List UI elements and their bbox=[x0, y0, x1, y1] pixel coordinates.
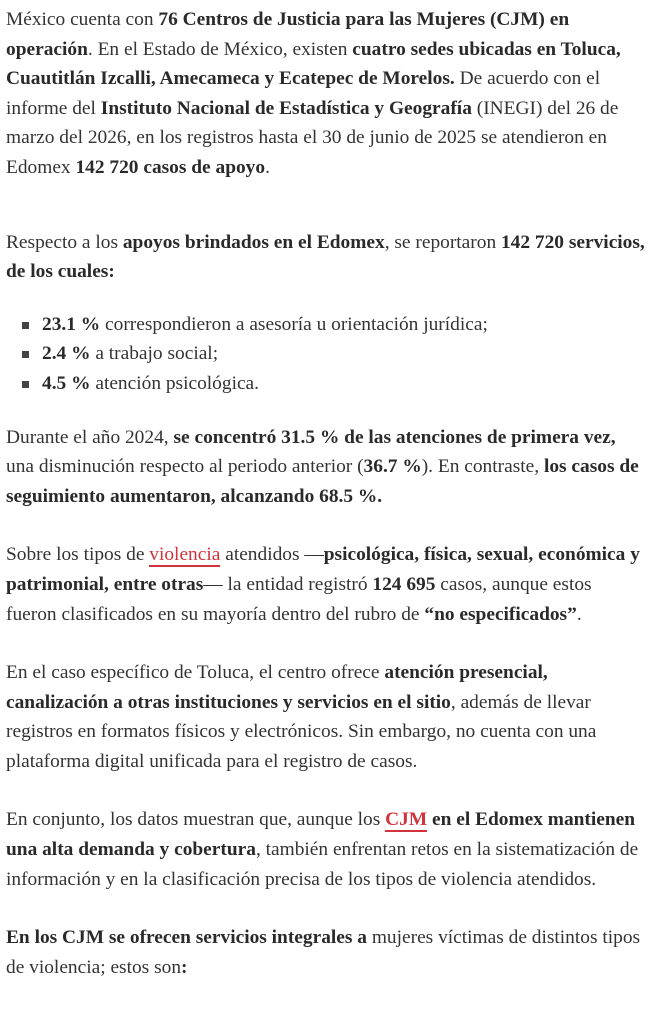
text: Sobre los tipos de bbox=[6, 544, 150, 566]
text: ). En contraste, bbox=[421, 456, 544, 478]
text: atendidos — bbox=[220, 544, 324, 566]
list-item-value: 23.1 % bbox=[42, 313, 101, 335]
paragraph-apoyos bbox=[6, 228, 646, 287]
paragraph-toluca bbox=[6, 658, 646, 776]
bold-text: 76 Centros de Justicia para las Mujeres (CJM) en operación bbox=[6, 9, 570, 60]
paragraph-violence-types bbox=[6, 540, 646, 629]
bold-text: cuatro sedes ubicadas en Toluca, Cuautitlán Izcalli, Amecameca y Ecatepec de Morelos. bbox=[6, 38, 621, 90]
list-item-text: a trabajo social; bbox=[90, 343, 219, 365]
square-bullet-icon bbox=[22, 322, 29, 329]
bold-text: se concentró 31.5 % de las atenciones de primera vez, bbox=[173, 426, 616, 448]
bold-text: 142 720 servicios, de los cuales: bbox=[6, 231, 645, 283]
text: , se reportaron bbox=[384, 231, 501, 253]
text: De acuerdo con el informe del bbox=[6, 68, 601, 119]
list-item bbox=[22, 369, 646, 399]
text: , además de llevar registros en formatos físicos y electrónicos. Sin embargo, no cuenta con una plataforma digital unificada para el registro de casos. bbox=[6, 691, 597, 772]
text: casos, aunque estos fueron clasificados en su mayoría dentro del rubro de bbox=[6, 573, 592, 625]
bold-text: 124 695 bbox=[372, 573, 436, 595]
bold-text: 142 720 casos de apoyo bbox=[75, 156, 266, 178]
bold-text: los casos de seguimiento aumentaron, alcanzando 68.5 %. bbox=[6, 456, 639, 507]
square-bullet-icon bbox=[22, 381, 29, 388]
text: México cuenta con bbox=[6, 9, 159, 30]
text: — la entidad registró bbox=[203, 573, 373, 595]
bold-text: Instituto Nacional de Estadística y Geografía bbox=[100, 97, 472, 119]
paragraph-2024-attention bbox=[6, 423, 646, 512]
bold-text: 36.7 % bbox=[363, 456, 422, 478]
paragraph-conclusion bbox=[6, 805, 646, 894]
bold-text: : bbox=[181, 956, 188, 978]
text: En conjunto, los datos muestran que, aunque los bbox=[6, 809, 386, 831]
cjm-link[interactable]: CJM bbox=[385, 809, 428, 831]
violencia-link[interactable]: violencia bbox=[149, 544, 221, 566]
bold-text: En los CJM se ofrecen servicios integrales a bbox=[6, 927, 367, 949]
bold-text: “no especificados” bbox=[424, 603, 577, 625]
list-item-text: correspondieron a asesoría u orientación jurídica; bbox=[100, 313, 488, 335]
bold-text: apoyos brindados en el Edomex bbox=[122, 231, 385, 253]
list-item-value: 2.4 % bbox=[42, 343, 91, 365]
list-item bbox=[22, 310, 646, 340]
text: (INEGI) del 26 de marzo del 2026, en los registros hasta el 30 de junio de 2025 se atendieron en Edomex bbox=[6, 97, 619, 178]
text: mujeres víctimas de distintos tipos de violencia; estos son bbox=[6, 927, 641, 978]
bold-text: psicológica, física, sexual, económica y patrimonial, entre otras bbox=[6, 544, 640, 595]
text: , también enfrentan retos en la sistematización de información y en la clasificación precisa de los tipos de violencia atendidos. bbox=[6, 839, 639, 890]
square-bullet-icon bbox=[22, 351, 29, 358]
list-item-value: 4.5 % bbox=[42, 372, 91, 394]
text: . bbox=[265, 156, 270, 178]
text: En el caso específico de Toluca, el centro ofrece bbox=[6, 662, 385, 684]
services-breakdown-list bbox=[6, 310, 646, 399]
list-item bbox=[22, 339, 646, 369]
text: . En el Estado de México, existen bbox=[87, 38, 353, 60]
text: una disminución respecto al periodo anterior ( bbox=[6, 456, 364, 478]
paragraph-cjm-overview bbox=[6, 5, 646, 183]
text: Durante el año 2024, bbox=[6, 426, 174, 448]
text: Respecto a los bbox=[6, 231, 123, 253]
bold-text: atención presencial, canalización a otras instituciones y servicios en el sitio bbox=[6, 662, 548, 713]
bold-text: en el Edomex mantienen una alta demanda y cobertura bbox=[6, 809, 636, 861]
paragraph-services-intro bbox=[6, 923, 646, 982]
text: . bbox=[576, 603, 582, 625]
list-item-text: atención psicológica. bbox=[90, 372, 260, 394]
